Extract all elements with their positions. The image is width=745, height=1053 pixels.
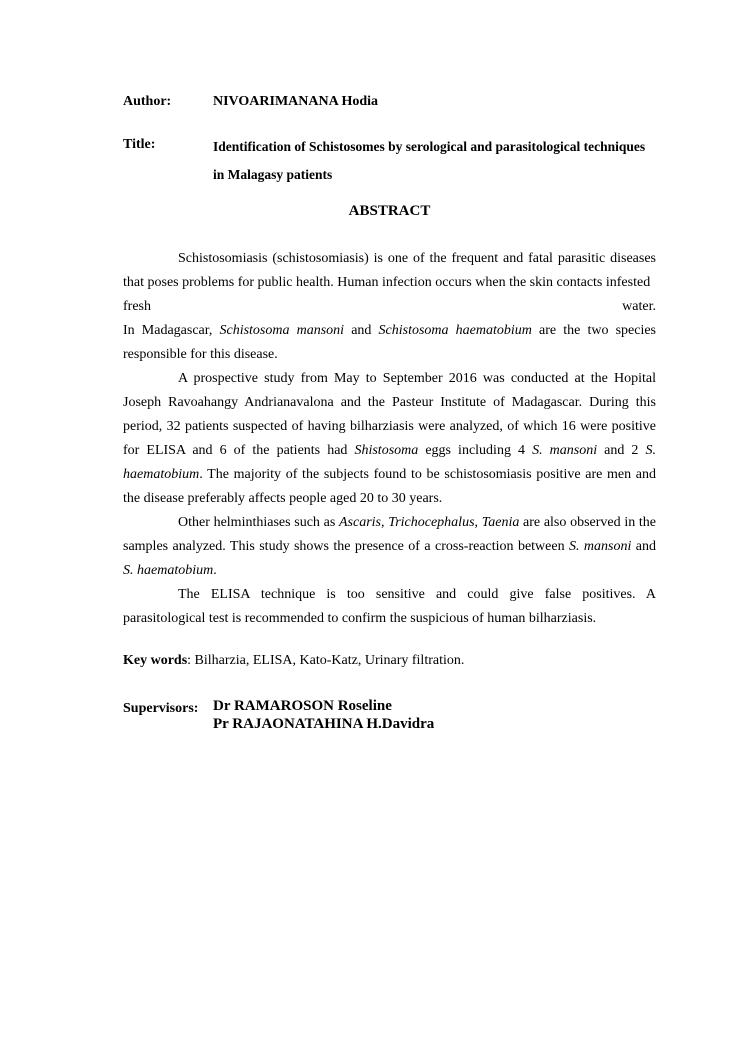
- keywords-value: : Bilharzia, ELISA, Kato-Katz, Urinary filtration.: [187, 653, 465, 668]
- text-segment: eggs including 4: [418, 443, 533, 458]
- text-segment: A prospective study from May to September 2016 was conducted at the Hopital Joseph Ravoahangy Andrianavalona and the Pasteur Institute of Madagascar. During this period, 32 patients suspected of having bilharziasis were analyzed, of which 16 were positive for ELISA and 6 of the patients had: [123, 371, 656, 458]
- italic-text-segment: Ascaris: [338, 515, 381, 530]
- text-segment: .: [213, 563, 217, 578]
- italic-text-segment: S. haematobium: [123, 563, 214, 578]
- supervisor-name-2: Pr RAJAONATAHINA H.Davidra: [213, 716, 435, 732]
- title-value: [213, 133, 645, 189]
- supervisor-names: [213, 697, 434, 733]
- supervisors-row: [123, 697, 656, 733]
- text-segment: are the two species responsible for this disease.: [123, 323, 656, 362]
- title-label: Title:: [123, 137, 156, 152]
- abstract-heading: ABSTRACT: [348, 203, 431, 219]
- text-segment: . The majority of the subjects found to be schistosomiasis positive are men and the disease preferably affects people aged 20 to 30 years.: [123, 467, 656, 506]
- paragraph-1-part-a: [123, 247, 656, 295]
- keywords-label: Key words: [123, 653, 188, 668]
- text-segment: Schistosomiasis (schistosomiasis) is one of the frequent and fatal parasitic diseases that poses problems for public health. Human infection occurs when the skin contacts infested: [123, 251, 656, 290]
- author-label: Author:: [123, 94, 172, 109]
- keywords-line: [123, 649, 656, 673]
- supervisors-colon: :: [193, 701, 199, 716]
- italic-text-segment: Schistosoma haematobium: [378, 323, 532, 338]
- title-row: [123, 133, 656, 189]
- paragraph-4: [123, 583, 656, 631]
- paragraph-1-spread-line: [123, 295, 656, 319]
- abstract-body: [123, 247, 656, 631]
- italic-text-segment: S. haematobium: [123, 443, 657, 482]
- italic-text-segment: S. mansoni: [569, 539, 632, 554]
- text-segment: and: [631, 539, 657, 554]
- text-segment: The ELISA technique is too sensitive and could give false positives. A parasitological test is recommended to confirm the suspicious of human bilharziasis.: [123, 587, 656, 626]
- spread-left-word: fresh: [123, 299, 151, 314]
- italic-text-segment: Taenia: [481, 515, 520, 530]
- title-line-1: Identification of Schistosomes by serological and parasitological techniques: [213, 139, 646, 154]
- italic-text-segment: S. mansoni: [532, 443, 598, 458]
- text-segment: and: [344, 323, 379, 338]
- text-segment: Other helminthiases such as: [178, 515, 339, 530]
- paragraph-3: [123, 511, 656, 583]
- italic-text-segment: Schistosoma mansoni: [219, 323, 345, 338]
- text-segment: and 2: [597, 443, 646, 458]
- paragraph-2: [123, 367, 656, 511]
- supervisors-label-text: Supervisors: [123, 701, 194, 716]
- supervisors-label: [123, 697, 213, 721]
- italic-text-segment: Shistosoma: [354, 443, 419, 458]
- author-row: [123, 90, 656, 114]
- paragraph-1-part-c: [123, 319, 656, 367]
- text-segment: ,: [380, 515, 389, 530]
- supervisor-name-1: Dr RAMAROSON Roseline: [213, 698, 392, 714]
- spread-right-word: water.: [622, 299, 656, 314]
- text-segment: are also observed in the samples analyzed. This study shows the presence of a cross-reaction between: [123, 515, 657, 554]
- title-line-2: in Malagasy patients: [213, 167, 333, 182]
- text-segment: ,: [474, 515, 482, 530]
- italic-text-segment: Trichocephalus: [388, 515, 475, 530]
- author-value: NIVOARIMANANA Hodia: [213, 94, 379, 109]
- text-segment: In Madagascar,: [123, 323, 220, 338]
